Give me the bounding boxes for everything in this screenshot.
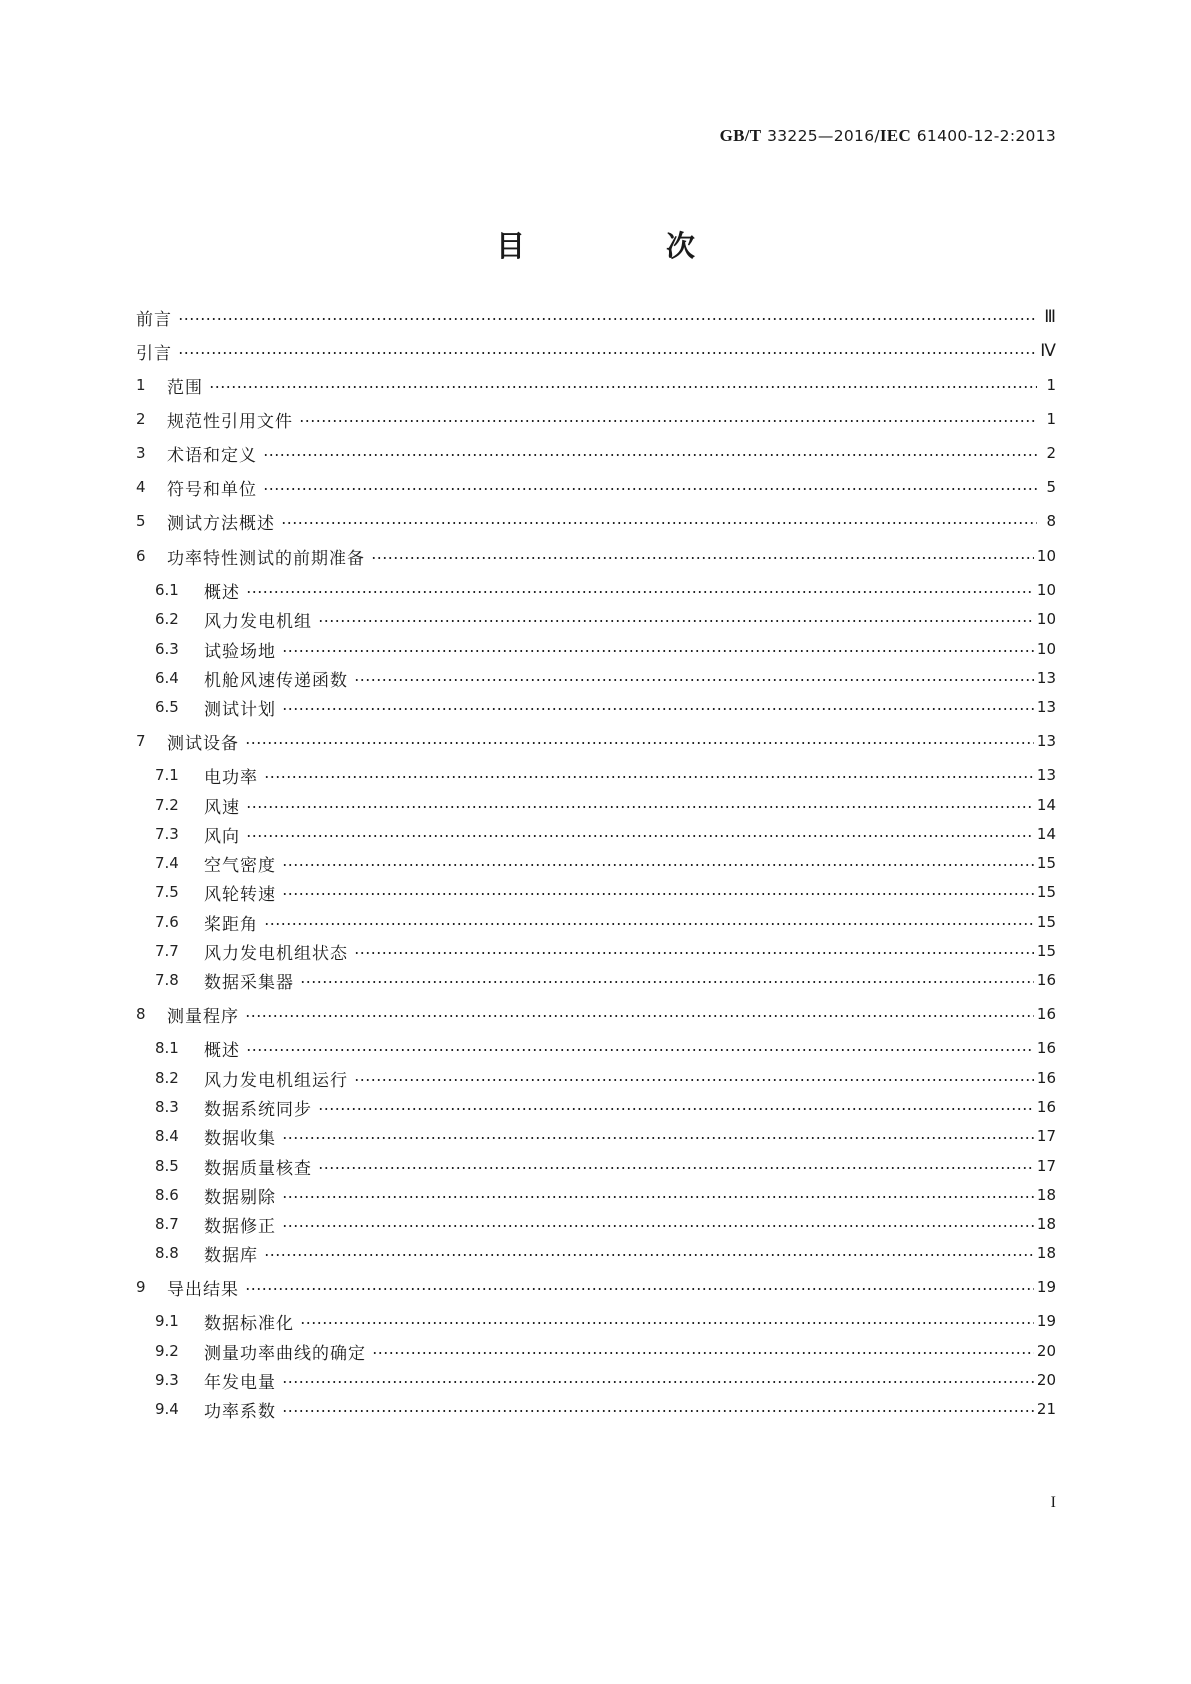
toc-entry-page: 10 <box>1036 640 1056 658</box>
dot-leader <box>282 708 1034 710</box>
dot-leader <box>318 1167 1034 1169</box>
dot-leader <box>245 742 1034 744</box>
dot-leader <box>300 981 1034 983</box>
page-number: I <box>1050 1494 1056 1511</box>
dot-leader <box>299 420 1037 422</box>
toc-entry-number: 5 <box>136 512 146 530</box>
toc-entry[interactable] <box>136 406 1056 432</box>
dot-leader <box>246 1049 1034 1051</box>
dot-leader <box>318 1108 1034 1110</box>
toc-entry-page: 18 <box>1036 1186 1056 1204</box>
toc-entry-title: 引言 <box>136 343 172 364</box>
toc-entry-page: 18 <box>1036 1244 1056 1262</box>
dot-leader <box>371 557 1034 559</box>
dot-leader <box>300 1322 1034 1324</box>
toc-entry-number: 7.6 <box>155 913 179 931</box>
toc-entry[interactable] <box>155 1396 1056 1422</box>
toc-entry-number: 7.7 <box>155 942 179 960</box>
toc-entry-number: 6.3 <box>155 640 179 658</box>
toc-entry[interactable] <box>155 1153 1056 1179</box>
toc-entry-title: 术语和定义 <box>167 445 257 466</box>
toc-entry-page: 16 <box>1036 1069 1056 1087</box>
dot-leader <box>282 1137 1034 1139</box>
toc-entry[interactable] <box>136 338 1056 364</box>
standard-prefix: GB/T <box>719 126 762 145</box>
toc-entry-title: 数据标准化 <box>204 1313 294 1334</box>
dot-leader <box>246 806 1034 808</box>
toc-entry-number: 8.6 <box>155 1186 179 1204</box>
toc-entry-title: 数据收集 <box>204 1128 276 1149</box>
dot-leader <box>372 1352 1034 1354</box>
toc-entry-title: 概述 <box>204 1040 240 1061</box>
toc-entry[interactable] <box>155 665 1056 691</box>
dot-leader <box>282 1410 1034 1412</box>
toc-entry-title: 测量程序 <box>167 1006 239 1027</box>
dot-leader <box>282 1381 1034 1383</box>
standard-code: 33225—2016/ <box>767 127 880 145</box>
toc-entry[interactable] <box>155 636 1056 662</box>
toc-entry[interactable] <box>155 762 1056 788</box>
dot-leader <box>264 1254 1034 1256</box>
toc-entry-title: 机舱风速传递函数 <box>204 670 348 691</box>
toc-entry[interactable] <box>155 1367 1056 1393</box>
toc-entry-number: 2 <box>136 410 146 428</box>
toc-entry-page: 13 <box>1036 732 1056 750</box>
toc-entry-title: 空气密度 <box>204 855 276 876</box>
toc-entry-page: 16 <box>1036 971 1056 989</box>
toc-entry-number: 8.1 <box>155 1039 179 1057</box>
dot-leader <box>282 1196 1034 1198</box>
iec-prefix: IEC <box>879 126 912 145</box>
toc-entry-title: 导出结果 <box>167 1279 239 1300</box>
toc-entry-number: 9.4 <box>155 1400 179 1418</box>
toc-entry-page: 15 <box>1036 942 1056 960</box>
dot-leader <box>281 522 1037 524</box>
toc-entry-title: 数据修正 <box>204 1216 276 1237</box>
toc-entry-page: 16 <box>1036 1039 1056 1057</box>
toc-entry-page: Ⅲ <box>1044 307 1056 326</box>
toc-entry-page: 13 <box>1036 766 1056 784</box>
dot-leader <box>282 893 1034 895</box>
toc-entry-title: 测试方法概述 <box>167 513 275 534</box>
toc-entry[interactable] <box>155 606 1056 632</box>
toc-entry-number: 9.3 <box>155 1371 179 1389</box>
toc-entry[interactable] <box>136 543 1056 569</box>
toc-entry-page: 1 <box>1046 410 1056 428</box>
toc-entry-number: 8.4 <box>155 1127 179 1145</box>
toc-entry-title: 桨距角 <box>204 914 258 935</box>
toc-entry-page: 18 <box>1036 1215 1056 1233</box>
dot-leader <box>354 679 1034 681</box>
toc-entry-title: 数据剔除 <box>204 1187 276 1208</box>
toc-entry-number: 9 <box>136 1278 146 1296</box>
toc-entry-title: 数据系统同步 <box>204 1099 312 1120</box>
toc-entry[interactable] <box>155 1308 1056 1334</box>
dot-leader <box>354 1079 1034 1081</box>
standard-header <box>720 126 1056 146</box>
toc-entry-number: 7.4 <box>155 854 179 872</box>
toc-entry[interactable] <box>136 1274 1056 1300</box>
toc-entry-page: 15 <box>1036 854 1056 872</box>
toc-entry-number: 1 <box>136 376 146 394</box>
toc-entry-number: 7.3 <box>155 825 179 843</box>
toc-entry[interactable] <box>155 821 1056 847</box>
toc-entry-page: 15 <box>1036 913 1056 931</box>
dot-leader <box>264 776 1034 778</box>
toc-entry-number: 7.2 <box>155 796 179 814</box>
toc-entry-page: 10 <box>1036 610 1056 628</box>
toc-entry-page: 19 <box>1036 1312 1056 1330</box>
toc-entry-number: 7.1 <box>155 766 179 784</box>
toc-entry-number: 6.2 <box>155 610 179 628</box>
toc-entry[interactable] <box>155 909 1056 935</box>
toc-entry-title: 电功率 <box>204 767 258 788</box>
toc-entry[interactable] <box>136 440 1056 466</box>
iec-code: 61400-12-2:2013 <box>916 127 1056 145</box>
toc-entry[interactable] <box>136 372 1056 398</box>
dot-leader <box>245 1015 1034 1017</box>
toc-entry-title: 数据采集器 <box>204 972 294 993</box>
toc-entry-title: 年发电量 <box>204 1372 276 1393</box>
dot-leader <box>282 650 1034 652</box>
dot-leader <box>246 835 1034 837</box>
dot-leader <box>354 952 1034 954</box>
toc-entry[interactable] <box>136 728 1056 754</box>
toc-entry-number: 6.1 <box>155 581 179 599</box>
toc-entry-title: 数据库 <box>204 1245 258 1266</box>
toc-entry-title: 风向 <box>204 826 240 847</box>
toc-entry-number: 3 <box>136 444 146 462</box>
dot-leader <box>282 864 1034 866</box>
toc-entry-number: 6.4 <box>155 669 179 687</box>
toc-entry-page: 10 <box>1036 547 1056 565</box>
toc-entry-number: 4 <box>136 478 146 496</box>
toc-entry-title: 范围 <box>167 377 203 398</box>
toc-entry-page: 14 <box>1036 796 1056 814</box>
toc-entry[interactable] <box>155 792 1056 818</box>
toc-entry-title: 风速 <box>204 797 240 818</box>
toc-entry-page: 2 <box>1046 444 1056 462</box>
dot-leader <box>245 1288 1034 1290</box>
toc-entry[interactable] <box>155 850 1056 876</box>
toc-entry[interactable] <box>155 1338 1056 1364</box>
dot-leader <box>178 318 1037 320</box>
toc-entry-page: 16 <box>1036 1098 1056 1116</box>
toc-entry-number: 8 <box>136 1005 146 1023</box>
toc-entry[interactable] <box>155 694 1056 720</box>
toc-entry-page: 10 <box>1036 581 1056 599</box>
toc-entry-number: 6.5 <box>155 698 179 716</box>
toc-entry[interactable] <box>155 967 1056 993</box>
toc-entry-title: 功率系数 <box>204 1401 276 1422</box>
toc-entry-page: 17 <box>1036 1127 1056 1145</box>
toc-entry-page: 16 <box>1036 1005 1056 1023</box>
toc-entry-title: 符号和单位 <box>167 479 257 500</box>
toc-entry-title: 前言 <box>136 309 172 330</box>
toc-entry-title: 功率特性测试的前期准备 <box>167 548 365 569</box>
toc-entry-number: 8.2 <box>155 1069 179 1087</box>
toc-entry-number: 9.2 <box>155 1342 179 1360</box>
toc-entry-number: 6 <box>136 547 146 565</box>
toc-entry-page: 13 <box>1036 698 1056 716</box>
toc-entry[interactable] <box>136 1001 1056 1027</box>
toc-entry-page: 1 <box>1046 376 1056 394</box>
toc-entry-page: 8 <box>1046 512 1056 530</box>
toc-entry-number: 8.8 <box>155 1244 179 1262</box>
toc-title: 目 次 <box>495 229 751 263</box>
toc-entry-title: 测量功率曲线的确定 <box>204 1343 366 1364</box>
toc-entry[interactable] <box>155 1240 1056 1266</box>
toc-entry-page: Ⅳ <box>1040 341 1056 360</box>
toc-entry-title: 测试计划 <box>204 699 276 720</box>
toc-entry-number: 8.5 <box>155 1157 179 1175</box>
toc-entry-page: 14 <box>1036 825 1056 843</box>
toc-entry-page: 17 <box>1036 1157 1056 1175</box>
toc-entry-page: 15 <box>1036 883 1056 901</box>
toc-entry-number: 8.7 <box>155 1215 179 1233</box>
toc-entry-title: 试验场地 <box>204 641 276 662</box>
dot-leader <box>246 591 1034 593</box>
toc-entry-page: 20 <box>1036 1371 1056 1389</box>
toc-entry[interactable] <box>155 938 1056 964</box>
toc-entry[interactable] <box>155 1182 1056 1208</box>
dot-leader <box>178 352 1037 354</box>
toc-entry[interactable] <box>155 1065 1056 1091</box>
toc-entry-title: 风力发电机组 <box>204 611 312 632</box>
toc-entry-page: 13 <box>1036 669 1056 687</box>
toc-entry-page: 21 <box>1036 1400 1056 1418</box>
dot-leader <box>318 620 1034 622</box>
toc-entry-title: 风力发电机组运行 <box>204 1070 348 1091</box>
toc-entry-number: 8.3 <box>155 1098 179 1116</box>
toc-entry-page: 5 <box>1046 478 1056 496</box>
toc-entry-title: 风力发电机组状态 <box>204 943 348 964</box>
toc-entry[interactable] <box>155 1123 1056 1149</box>
toc-entry-page: 19 <box>1036 1278 1056 1296</box>
toc-entry-title: 测试设备 <box>167 733 239 754</box>
toc-entry[interactable] <box>155 1035 1056 1061</box>
dot-leader <box>263 454 1037 456</box>
toc-entry-number: 9.1 <box>155 1312 179 1330</box>
toc-entry-number: 7.5 <box>155 883 179 901</box>
dot-leader <box>209 386 1037 388</box>
toc-entry-title: 规范性引用文件 <box>167 411 293 432</box>
dot-leader <box>264 923 1034 925</box>
toc-entry[interactable] <box>155 1211 1056 1237</box>
toc-entry-number: 7 <box>136 732 146 750</box>
toc-entry-title: 数据质量核查 <box>204 1158 312 1179</box>
toc-entry-title: 风轮转速 <box>204 884 276 905</box>
dot-leader <box>282 1225 1034 1227</box>
toc-entry-number: 7.8 <box>155 971 179 989</box>
dot-leader <box>263 488 1037 490</box>
toc-entry[interactable] <box>155 577 1056 603</box>
toc-entry[interactable] <box>136 304 1056 330</box>
toc-entry[interactable] <box>136 508 1056 534</box>
toc-entry-title: 概述 <box>204 582 240 603</box>
toc-entry[interactable] <box>136 474 1056 500</box>
toc-entry-page: 20 <box>1036 1342 1056 1360</box>
toc-entry[interactable] <box>155 879 1056 905</box>
toc-entry[interactable] <box>155 1094 1056 1120</box>
